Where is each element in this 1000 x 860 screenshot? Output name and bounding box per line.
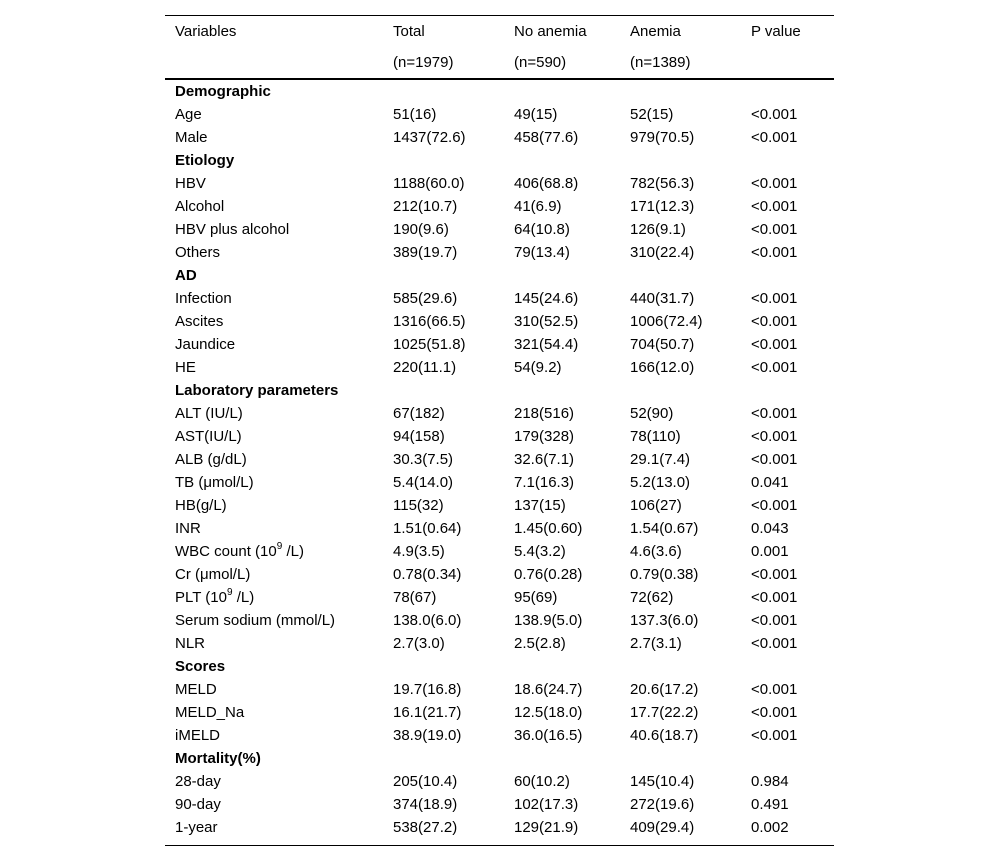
section-title: Laboratory parameters <box>175 382 339 399</box>
anemia-cell: 145(10.4) <box>630 773 695 790</box>
anemia-cell: 979(70.5) <box>630 129 695 146</box>
p-value-cell: <0.001 <box>751 566 798 583</box>
row-label-text: 1-year <box>175 819 218 836</box>
row-label-text: WBC count (10 <box>175 543 277 560</box>
header-p-value: P value <box>751 23 801 40</box>
row-label-text: HE <box>175 359 196 376</box>
section-header-row <box>165 655 834 678</box>
p-value-cell: 0.001 <box>751 543 789 560</box>
no-anemia-cell: 458(77.6) <box>514 129 579 146</box>
anemia-cell: 52(90) <box>630 405 674 422</box>
anemia-cell: 0.79(0.38) <box>630 566 699 583</box>
row-label <box>175 632 205 655</box>
header-total-n: (n=1979) <box>393 54 454 71</box>
table-row <box>165 609 834 632</box>
anemia-cell: 1.54(0.67) <box>630 520 699 537</box>
anemia-cell: 2.7(3.1) <box>630 635 682 652</box>
row-label-text: HBV <box>175 175 206 192</box>
no-anemia-cell: 129(21.9) <box>514 819 579 836</box>
p-value-cell: <0.001 <box>751 198 798 215</box>
no-anemia-cell: 79(13.4) <box>514 244 570 261</box>
section-title: Scores <box>175 658 226 675</box>
anemia-cell: 171(12.3) <box>630 198 695 215</box>
total-cell: 1316(66.5) <box>393 313 466 330</box>
total-cell: 538(27.2) <box>393 819 458 836</box>
row-label-text: HB(g/L) <box>175 497 227 514</box>
no-anemia-cell: 5.4(3.2) <box>514 543 566 560</box>
anemia-cell: 440(31.7) <box>630 290 695 307</box>
table-row <box>165 724 834 747</box>
no-anemia-cell: 145(24.6) <box>514 290 579 307</box>
row-label <box>175 517 201 540</box>
no-anemia-cell: 36.0(16.5) <box>514 727 583 744</box>
anemia-cell: 782(56.3) <box>630 175 695 192</box>
no-anemia-cell: 18.6(24.7) <box>514 681 583 698</box>
total-cell: 389(19.7) <box>393 244 458 261</box>
total-cell: 190(9.6) <box>393 221 449 238</box>
table-bottom-rule <box>165 845 834 846</box>
no-anemia-cell: 137(15) <box>514 497 566 514</box>
anemia-cell: 29.1(7.4) <box>630 451 691 468</box>
no-anemia-cell: 95(69) <box>514 589 558 606</box>
total-cell: 1188(60.0) <box>393 175 465 192</box>
anemia-cell: 78(110) <box>630 428 681 445</box>
total-cell: 16.1(21.7) <box>393 704 462 721</box>
total-cell: 212(10.7) <box>393 198 458 215</box>
no-anemia-cell: 1.45(0.60) <box>514 520 583 537</box>
p-value-cell: <0.001 <box>751 336 798 353</box>
total-cell: 19.7(16.8) <box>393 681 462 698</box>
header-variables: Variables <box>175 23 237 40</box>
section-header-row <box>165 747 834 770</box>
anemia-cell: 137.3(6.0) <box>630 612 699 629</box>
anemia-cell: 106(27) <box>630 497 682 514</box>
row-label <box>175 724 220 747</box>
section-title: Etiology <box>175 152 235 169</box>
row-label-text: TB (μmol/L) <box>175 474 254 491</box>
anemia-cell: 272(19.6) <box>630 796 695 813</box>
row-label <box>175 310 223 333</box>
anemia-cell: 72(62) <box>630 589 674 606</box>
row-label-text: INR <box>175 520 201 537</box>
total-cell: 78(67) <box>393 589 437 606</box>
row-label <box>175 287 232 310</box>
row-label <box>175 103 202 126</box>
row-label-text: 90-day <box>175 796 221 813</box>
row-label-text: ALT (IU/L) <box>175 405 243 422</box>
p-value-cell: <0.001 <box>751 221 798 238</box>
p-value-cell: 0.041 <box>751 474 789 491</box>
row-label-text: 28-day <box>175 773 221 790</box>
p-value-cell: <0.001 <box>751 727 798 744</box>
table-row <box>165 793 834 816</box>
row-label <box>175 563 250 586</box>
table-row <box>165 517 834 540</box>
table-row <box>165 103 834 126</box>
p-value-cell: <0.001 <box>751 497 798 514</box>
total-cell: 374(18.9) <box>393 796 458 813</box>
table-row <box>165 172 834 195</box>
anemia-cell: 5.2(13.0) <box>630 474 691 491</box>
section-title: Demographic <box>175 83 271 100</box>
row-label-text: AST(IU/L) <box>175 428 242 445</box>
header-no-anemia: No anemia <box>514 23 587 40</box>
row-label <box>175 425 242 448</box>
row-label-text: Jaundice <box>175 336 236 353</box>
p-value-cell: <0.001 <box>751 405 798 422</box>
row-label <box>175 356 196 379</box>
row-label <box>175 448 247 471</box>
row-label-text: Others <box>175 244 221 261</box>
total-cell: 67(182) <box>393 405 445 422</box>
row-label-text: iMELD <box>175 727 221 744</box>
no-anemia-cell: 179(328) <box>514 428 575 445</box>
row-label <box>175 540 304 563</box>
row-label-text: Male <box>175 129 208 146</box>
row-label-superscript: 9 <box>226 587 233 598</box>
table-row <box>165 356 834 379</box>
table-row <box>165 632 834 655</box>
anemia-cell: 52(15) <box>630 106 674 123</box>
anemia-cell: 4.6(3.6) <box>630 543 682 560</box>
section-title: Mortality(%) <box>175 750 261 767</box>
total-cell: 94(158) <box>393 428 445 445</box>
table-row <box>165 701 834 724</box>
p-value-cell: <0.001 <box>751 359 798 376</box>
no-anemia-cell: 49(15) <box>514 106 558 123</box>
no-anemia-cell: 41(6.9) <box>514 198 562 215</box>
anemia-cell: 310(22.4) <box>630 244 695 261</box>
table-row <box>165 563 834 586</box>
total-cell: 38.9(19.0) <box>393 727 462 744</box>
p-value-cell: <0.001 <box>751 635 798 652</box>
row-label-text: Age <box>175 106 202 123</box>
no-anemia-cell: 218(516) <box>514 405 575 422</box>
table-row <box>165 126 834 149</box>
table-row <box>165 770 834 793</box>
row-label-text: MELD <box>175 681 217 698</box>
total-cell: 1025(51.8) <box>393 336 466 353</box>
header-anemia-n: (n=1389) <box>630 54 691 71</box>
table-row <box>165 241 834 264</box>
p-value-cell: <0.001 <box>751 244 798 261</box>
row-label-unit: /L) <box>232 589 255 606</box>
row-label <box>175 402 243 425</box>
anemia-cell: 126(9.1) <box>630 221 686 238</box>
table-row <box>165 310 834 333</box>
table-row <box>165 586 834 609</box>
table-row <box>165 425 834 448</box>
anemia-cell: 409(29.4) <box>630 819 695 836</box>
row-label-text: Serum sodium (mmol/L) <box>175 612 336 629</box>
total-cell: 2.7(3.0) <box>393 635 445 652</box>
total-cell: 1.51(0.64) <box>393 520 462 537</box>
p-value-cell: 0.043 <box>751 520 789 537</box>
no-anemia-cell: 321(54.4) <box>514 336 579 353</box>
p-value-cell: <0.001 <box>751 612 798 629</box>
table-row <box>165 218 834 241</box>
anemia-cell: 1006(72.4) <box>630 313 703 330</box>
header-anemia: Anemia <box>630 23 681 40</box>
row-label <box>175 494 227 517</box>
row-label-text: MELD_Na <box>175 704 245 721</box>
table-row <box>165 816 834 839</box>
total-cell: 5.4(14.0) <box>393 474 454 491</box>
row-label <box>175 609 335 632</box>
section-header-row <box>165 379 834 402</box>
p-value-cell: <0.001 <box>751 589 798 606</box>
anemia-cell: 166(12.0) <box>630 359 695 376</box>
p-value-cell: <0.001 <box>751 451 798 468</box>
no-anemia-cell: 138.9(5.0) <box>514 612 583 629</box>
row-label <box>175 241 220 264</box>
no-anemia-cell: 60(10.2) <box>514 773 570 790</box>
row-label-superscript: 9 <box>276 541 283 552</box>
p-value-cell: <0.001 <box>751 681 798 698</box>
p-value-cell: <0.001 <box>751 704 798 721</box>
row-label-text: Cr (μmol/L) <box>175 566 251 583</box>
total-cell: 585(29.6) <box>393 290 458 307</box>
total-cell: 4.9(3.5) <box>393 543 445 560</box>
total-cell: 1437(72.6) <box>393 129 466 146</box>
table-row <box>165 471 834 494</box>
row-label <box>175 126 208 149</box>
total-cell: 30.3(7.5) <box>393 451 454 468</box>
table-row <box>165 402 834 425</box>
total-cell: 205(10.4) <box>393 773 458 790</box>
no-anemia-cell: 12.5(18.0) <box>514 704 583 721</box>
p-value-cell: <0.001 <box>751 428 798 445</box>
table-row <box>165 287 834 310</box>
row-label-text: NLR <box>175 635 206 652</box>
table-row <box>165 333 834 356</box>
section-header-row <box>165 80 834 103</box>
row-label <box>175 793 221 816</box>
no-anemia-cell: 102(17.3) <box>514 796 579 813</box>
row-label-text: Alcohol <box>175 198 225 215</box>
row-label-text: Ascites <box>175 313 224 330</box>
section-header-row <box>165 264 834 287</box>
no-anemia-cell: 406(68.8) <box>514 175 579 192</box>
row-label <box>175 195 224 218</box>
table-row <box>165 195 834 218</box>
no-anemia-cell: 32.6(7.1) <box>514 451 575 468</box>
no-anemia-cell: 2.5(2.8) <box>514 635 566 652</box>
row-label <box>175 678 217 701</box>
total-cell: 0.78(0.34) <box>393 566 462 583</box>
total-cell: 220(11.1) <box>393 359 457 376</box>
p-value-cell: <0.001 <box>751 106 798 123</box>
anemia-cell: 704(50.7) <box>630 336 695 353</box>
header-total: Total <box>393 23 425 40</box>
no-anemia-cell: 310(52.5) <box>514 313 579 330</box>
section-title: AD <box>175 267 197 284</box>
row-label-text: HBV plus alcohol <box>175 221 290 238</box>
p-value-cell: <0.001 <box>751 290 798 307</box>
header-no-anemia-n: (n=590) <box>514 54 567 71</box>
p-value-cell: 0.491 <box>751 796 789 813</box>
anemia-cell: 17.7(22.2) <box>630 704 699 721</box>
p-value-cell: <0.001 <box>751 313 798 330</box>
row-label-unit: /L) <box>282 543 304 560</box>
total-cell: 115(32) <box>393 497 444 514</box>
p-value-cell: <0.001 <box>751 175 798 192</box>
row-label <box>175 333 235 356</box>
p-value-cell: <0.001 <box>751 129 798 146</box>
total-cell: 51(16) <box>393 106 437 123</box>
anemia-cell: 40.6(18.7) <box>630 727 699 744</box>
table-row <box>165 678 834 701</box>
row-label <box>175 471 254 494</box>
anemia-cell: 20.6(17.2) <box>630 681 699 698</box>
total-cell: 138.0(6.0) <box>393 612 462 629</box>
row-label <box>175 816 218 839</box>
p-value-cell: 0.002 <box>751 819 789 836</box>
table-row <box>165 540 834 563</box>
row-label <box>175 172 206 195</box>
no-anemia-cell: 54(9.2) <box>514 359 562 376</box>
row-label-text: ALB (g/dL) <box>175 451 247 468</box>
table-body <box>165 80 834 839</box>
table-header <box>165 15 834 80</box>
no-anemia-cell: 0.76(0.28) <box>514 566 583 583</box>
section-header-row <box>165 149 834 172</box>
table-row <box>165 448 834 471</box>
row-label-text: PLT (10 <box>175 589 227 606</box>
row-label <box>175 701 244 724</box>
no-anemia-cell: 7.1(16.3) <box>514 474 575 491</box>
row-label <box>175 770 221 793</box>
no-anemia-cell: 64(10.8) <box>514 221 570 238</box>
table-row <box>165 494 834 517</box>
row-label-text: Infection <box>175 290 232 307</box>
row-label <box>175 218 289 241</box>
p-value-cell: 0.984 <box>751 773 789 790</box>
row-label <box>175 586 254 609</box>
